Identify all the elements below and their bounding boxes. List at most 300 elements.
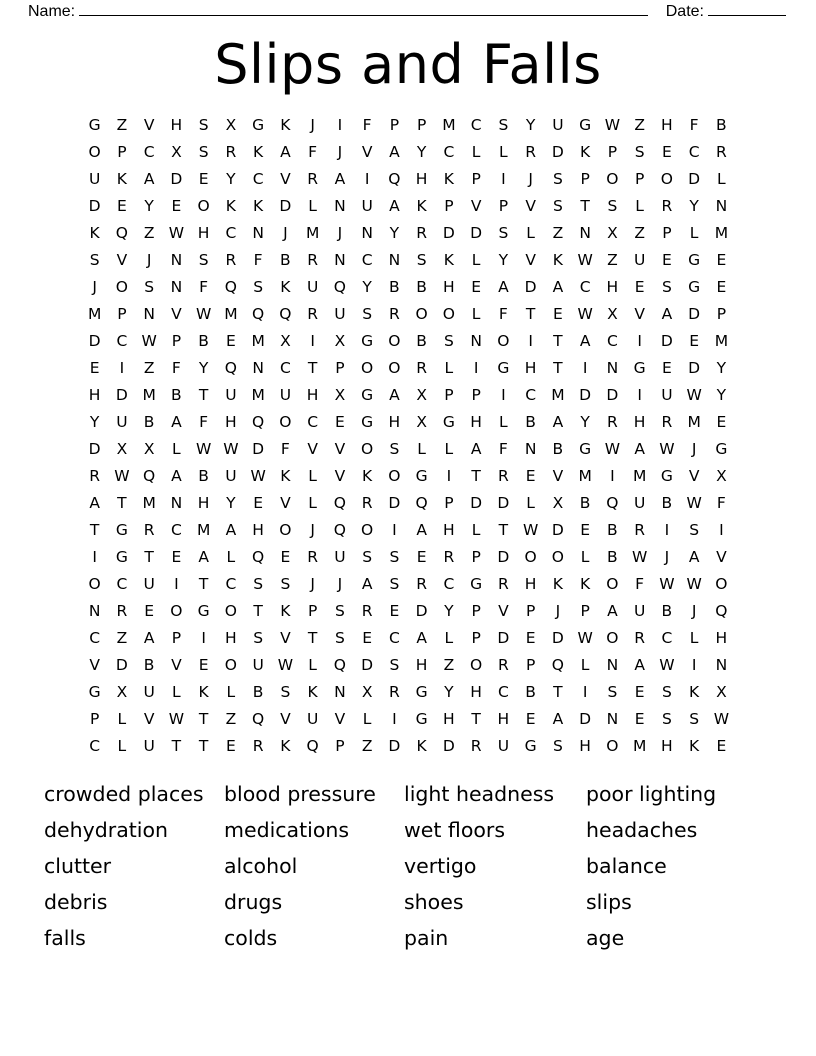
grid-cell[interactable]: W (223, 440, 239, 458)
grid-cell[interactable]: V (89, 656, 100, 674)
grid-cell[interactable]: F (199, 278, 209, 296)
grid-cell[interactable]: Y (580, 413, 590, 431)
grid-cell[interactable]: G (88, 116, 101, 134)
grid-cell[interactable]: Q (252, 548, 265, 566)
grid-cell[interactable]: R (525, 143, 537, 161)
grid-cell[interactable]: N (170, 494, 183, 512)
grid-cell[interactable]: W (195, 440, 212, 458)
grid-cell[interactable]: U (252, 656, 264, 674)
grid-cell[interactable]: Y (716, 386, 727, 404)
grid-cell[interactable]: Q (606, 494, 619, 512)
grid-cell[interactable]: W (659, 656, 675, 674)
grid-cell[interactable]: M (578, 467, 592, 485)
grid-cell[interactable]: K (689, 683, 700, 701)
grid-cell[interactable]: W (604, 440, 621, 458)
grid-cell[interactable]: X (607, 305, 618, 323)
grid-cell[interactable]: D (442, 737, 455, 755)
grid-cell[interactable]: O (170, 602, 183, 620)
grid-cell[interactable]: H (252, 521, 264, 539)
grid-cell[interactable]: F (280, 440, 290, 458)
grid-cell[interactable]: S (389, 548, 400, 566)
grid-cell[interactable]: A (607, 602, 618, 620)
grid-cell[interactable]: A (225, 521, 237, 539)
grid-cell[interactable]: S (334, 629, 345, 647)
grid-cell[interactable]: L (471, 305, 481, 323)
grid-cell[interactable]: E (253, 494, 264, 512)
grid-cell[interactable]: B (198, 467, 209, 485)
grid-cell[interactable]: G (715, 440, 728, 458)
grid-cell[interactable]: U (306, 710, 319, 728)
grid-cell[interactable]: O (115, 278, 128, 296)
grid-cell[interactable]: R (225, 143, 237, 161)
grid-cell[interactable]: S (253, 278, 264, 296)
grid-cell[interactable]: H (197, 494, 210, 512)
grid-cell[interactable]: K (280, 602, 291, 620)
grid-cell[interactable]: T (89, 521, 100, 539)
grid-cell[interactable]: R (307, 251, 319, 269)
word-list-item[interactable]: clutter (44, 854, 112, 878)
grid-cell[interactable]: A (688, 548, 700, 566)
grid-cell[interactable]: E (89, 359, 100, 377)
grid-cell[interactable]: F (253, 251, 263, 269)
grid-cell[interactable]: O (88, 143, 101, 161)
word-list-item[interactable]: medications (224, 818, 350, 842)
grid-cell[interactable]: R (225, 251, 237, 269)
grid-cell[interactable]: G (415, 683, 428, 701)
grid-cell[interactable]: D (88, 197, 101, 215)
grid-cell[interactable]: O (606, 170, 619, 188)
grid-cell[interactable]: L (499, 143, 508, 161)
grid-cell[interactable]: L (471, 143, 481, 161)
grid-cell[interactable]: V (334, 710, 346, 728)
grid-cell[interactable]: K (580, 143, 591, 161)
grid-cell[interactable]: S (634, 143, 645, 161)
grid-cell[interactable]: R (307, 170, 319, 188)
grid-cell[interactable]: P (471, 386, 481, 404)
grid-cell[interactable]: R (361, 602, 373, 620)
grid-cell[interactable]: H (415, 656, 428, 674)
grid-cell[interactable]: L (308, 656, 317, 674)
grid-cell[interactable]: J (555, 602, 561, 620)
grid-cell[interactable]: J (337, 224, 343, 242)
grid-cell[interactable]: W (168, 710, 185, 728)
grid-cell[interactable]: L (308, 197, 317, 215)
grid-cell[interactable]: P (89, 710, 100, 728)
grid-cell[interactable]: S (389, 656, 400, 674)
grid-cell[interactable]: R (307, 305, 319, 323)
grid-cell[interactable]: S (253, 575, 264, 593)
grid-cell[interactable]: U (279, 386, 292, 404)
grid-cell[interactable]: Q (279, 305, 292, 323)
word-list-item[interactable]: drugs (224, 890, 283, 914)
grid-cell[interactable]: Z (116, 116, 128, 134)
grid-cell[interactable]: C (688, 143, 700, 161)
word-list-item[interactable]: falls (44, 926, 86, 950)
grid-cell[interactable]: E (552, 305, 563, 323)
grid-cell[interactable]: S (552, 197, 563, 215)
grid-cell[interactable]: S (607, 197, 618, 215)
grid-cell[interactable]: S (498, 224, 509, 242)
grid-cell[interactable]: A (416, 521, 427, 539)
grid-cell[interactable]: E (661, 143, 672, 161)
grid-cell[interactable]: H (443, 278, 455, 296)
grid-cell[interactable]: P (471, 629, 481, 647)
word-list-item[interactable]: wet floors (404, 818, 506, 842)
grid-cell[interactable]: I (392, 710, 397, 728)
grid-cell[interactable]: P (634, 170, 645, 188)
grid-cell[interactable]: U (661, 386, 673, 404)
grid-cell[interactable]: L (689, 629, 699, 647)
grid-cell[interactable]: K (307, 683, 318, 701)
grid-cell[interactable]: B (525, 413, 536, 431)
grid-cell[interactable]: Q (551, 656, 564, 674)
grid-cell[interactable]: E (634, 710, 645, 728)
grid-cell[interactable]: T (553, 359, 563, 377)
grid-cell[interactable]: C (279, 359, 291, 377)
grid-cell[interactable]: B (525, 683, 536, 701)
grid-cell[interactable]: R (661, 413, 673, 431)
grid-cell[interactable]: O (497, 332, 510, 350)
grid-cell[interactable]: Q (415, 494, 428, 512)
grid-cell[interactable]: G (415, 710, 428, 728)
grid-cell[interactable]: P (171, 629, 182, 647)
grid-cell[interactable]: B (607, 548, 618, 566)
grid-cell[interactable]: O (197, 197, 210, 215)
grid-cell[interactable]: Q (252, 305, 265, 323)
grid-cell[interactable]: Q (115, 224, 128, 242)
grid-cell[interactable]: P (416, 116, 427, 134)
grid-cell[interactable]: R (715, 143, 727, 161)
grid-cell[interactable]: A (498, 278, 509, 296)
grid-cell[interactable]: J (691, 440, 697, 458)
grid-cell[interactable]: X (334, 386, 346, 404)
grid-cell[interactable]: O (224, 602, 237, 620)
grid-cell[interactable]: O (524, 548, 537, 566)
grid-cell[interactable]: G (88, 683, 101, 701)
grid-cell[interactable]: I (446, 467, 452, 485)
grid-cell[interactable]: U (225, 386, 237, 404)
grid-cell[interactable]: S (661, 278, 672, 296)
grid-cell[interactable]: W (631, 548, 648, 566)
grid-cell[interactable]: O (88, 575, 101, 593)
grid-cell[interactable]: Y (226, 494, 236, 512)
grid-cell[interactable]: L (444, 629, 454, 647)
grid-cell[interactable]: D (660, 332, 673, 350)
grid-cell[interactable]: V (280, 494, 291, 512)
grid-cell[interactable]: J (337, 143, 343, 161)
grid-cell[interactable]: E (171, 197, 182, 215)
grid-cell[interactable]: N (334, 683, 346, 701)
grid-cell[interactable]: N (334, 197, 346, 215)
grid-cell[interactable]: Q (224, 359, 237, 377)
grid-cell[interactable]: I (392, 521, 397, 539)
grid-cell[interactable]: L (226, 548, 236, 566)
grid-cell[interactable]: I (310, 332, 315, 350)
grid-cell[interactable]: E (471, 278, 482, 296)
grid-cell[interactable]: E (689, 332, 700, 350)
grid-cell[interactable]: D (170, 170, 183, 188)
grid-cell[interactable]: Q (143, 467, 156, 485)
grid-cell[interactable]: P (471, 170, 481, 188)
grid-cell[interactable]: W (686, 386, 702, 404)
grid-cell[interactable]: S (607, 683, 618, 701)
grid-cell[interactable]: X (116, 440, 128, 458)
grid-cell[interactable]: I (528, 332, 533, 350)
grid-cell[interactable]: B (416, 332, 427, 350)
grid-cell[interactable]: A (334, 170, 346, 188)
grid-cell[interactable]: E (225, 332, 236, 350)
grid-cell[interactable]: K (280, 278, 291, 296)
grid-cell[interactable]: T (553, 332, 563, 350)
grid-cell[interactable]: I (691, 656, 697, 674)
grid-cell[interactable]: M (142, 386, 156, 404)
grid-cell[interactable]: X (716, 683, 727, 701)
grid-cell[interactable]: O (551, 548, 564, 566)
grid-cell[interactable]: R (497, 467, 509, 485)
grid-cell[interactable]: J (146, 251, 152, 269)
grid-cell[interactable]: M (251, 332, 265, 350)
grid-cell[interactable]: Z (361, 737, 373, 755)
grid-cell[interactable]: J (528, 170, 533, 188)
grid-cell[interactable]: N (170, 278, 183, 296)
grid-cell[interactable]: V (361, 143, 373, 161)
grid-cell[interactable]: I (664, 521, 670, 539)
grid-cell[interactable]: Y (525, 116, 536, 134)
grid-cell[interactable]: C (470, 116, 482, 134)
grid-cell[interactable]: W (168, 224, 185, 242)
grid-cell[interactable]: B (171, 386, 182, 404)
grid-cell[interactable]: J (283, 224, 288, 242)
word-list-item[interactable]: alcohol (224, 854, 298, 878)
grid-cell[interactable]: D (88, 440, 101, 458)
grid-cell[interactable]: Q (333, 656, 346, 674)
grid-cell[interactable]: T (117, 494, 127, 512)
grid-cell[interactable]: I (119, 359, 125, 377)
grid-cell[interactable]: Y (416, 143, 427, 161)
date-write-in-line[interactable] (708, 2, 786, 16)
grid-cell[interactable]: D (442, 224, 455, 242)
grid-cell[interactable]: H (661, 737, 673, 755)
grid-cell[interactable]: C (89, 737, 101, 755)
grid-cell[interactable]: I (501, 386, 506, 404)
grid-cell[interactable]: J (664, 548, 670, 566)
grid-cell[interactable]: Y (689, 197, 699, 215)
grid-cell[interactable]: E (661, 359, 672, 377)
grid-cell[interactable]: E (144, 602, 155, 620)
grid-cell[interactable]: T (498, 521, 509, 539)
grid-cell[interactable]: B (252, 683, 264, 701)
grid-cell[interactable]: M (687, 413, 701, 431)
grid-cell[interactable]: D (388, 494, 401, 512)
grid-cell[interactable]: R (606, 413, 618, 431)
grid-cell[interactable]: T (253, 602, 263, 620)
word-list-item[interactable]: headaches (586, 818, 698, 842)
grid-cell[interactable]: F (498, 305, 508, 323)
grid-cell[interactable]: S (89, 251, 100, 269)
grid-cell[interactable]: T (171, 737, 182, 755)
grid-cell[interactable]: D (115, 656, 128, 674)
grid-cell[interactable]: Q (252, 710, 265, 728)
grid-cell[interactable]: C (443, 143, 455, 161)
grid-cell[interactable]: R (143, 521, 155, 539)
grid-cell[interactable]: M (251, 386, 265, 404)
grid-cell[interactable]: I (174, 575, 179, 593)
grid-cell[interactable]: R (307, 548, 319, 566)
grid-cell[interactable]: L (471, 521, 481, 539)
grid-cell[interactable]: R (252, 737, 264, 755)
grid-cell[interactable]: D (551, 629, 564, 647)
grid-cell[interactable]: K (443, 170, 454, 188)
grid-cell[interactable]: V (307, 440, 318, 458)
grid-cell[interactable]: R (361, 494, 373, 512)
grid-cell[interactable]: V (716, 548, 727, 566)
grid-cell[interactable]: A (143, 170, 155, 188)
grid-cell[interactable]: X (716, 467, 727, 485)
grid-cell[interactable]: C (225, 224, 237, 242)
grid-cell[interactable]: M (551, 386, 565, 404)
grid-cell[interactable]: E (634, 278, 645, 296)
grid-cell[interactable]: M (142, 494, 156, 512)
grid-cell[interactable]: V (634, 305, 645, 323)
grid-cell[interactable]: S (689, 521, 700, 539)
grid-cell[interactable]: W (713, 710, 730, 728)
grid-cell[interactable]: H (606, 278, 619, 296)
grid-cell[interactable]: J (310, 575, 315, 593)
grid-cell[interactable]: G (579, 116, 592, 134)
grid-cell[interactable]: C (252, 170, 264, 188)
grid-cell[interactable]: X (171, 143, 182, 161)
grid-cell[interactable]: I (719, 521, 724, 539)
grid-cell[interactable]: D (524, 278, 537, 296)
grid-cell[interactable]: S (253, 629, 264, 647)
grid-cell[interactable]: V (280, 710, 291, 728)
grid-cell[interactable]: Q (715, 602, 728, 620)
grid-cell[interactable]: B (716, 116, 727, 134)
grid-cell[interactable]: K (552, 575, 563, 593)
grid-cell[interactable]: R (634, 629, 646, 647)
grid-cell[interactable]: O (279, 413, 292, 431)
grid-cell[interactable]: Z (552, 224, 564, 242)
grid-cell[interactable]: E (416, 548, 427, 566)
grid-cell[interactable]: X (334, 332, 346, 350)
grid-cell[interactable]: L (580, 656, 590, 674)
grid-cell[interactable]: W (659, 575, 675, 593)
grid-cell[interactable]: U (633, 494, 646, 512)
grid-cell[interactable]: I (582, 683, 588, 701)
grid-cell[interactable]: U (143, 575, 155, 593)
grid-cell[interactable]: O (388, 467, 401, 485)
grid-cell[interactable]: G (115, 548, 128, 566)
grid-cell[interactable]: A (171, 467, 182, 485)
grid-cell[interactable]: R (497, 575, 509, 593)
grid-cell[interactable]: C (170, 521, 182, 539)
grid-cell[interactable]: K (580, 575, 591, 593)
grid-cell[interactable]: P (117, 143, 127, 161)
grid-cell[interactable]: I (637, 332, 642, 350)
grid-cell[interactable]: D (361, 656, 374, 674)
grid-cell[interactable]: R (416, 359, 428, 377)
grid-cell[interactable]: S (498, 116, 509, 134)
grid-cell[interactable]: A (634, 656, 645, 674)
grid-cell[interactable]: Y (498, 251, 509, 269)
grid-cell[interactable]: C (225, 575, 237, 593)
grid-cell[interactable]: G (497, 359, 510, 377)
grid-cell[interactable]: N (524, 440, 537, 458)
grid-cell[interactable]: H (524, 575, 537, 593)
grid-cell[interactable]: D (688, 170, 701, 188)
grid-cell[interactable]: N (606, 710, 619, 728)
grid-cell[interactable]: J (310, 521, 315, 539)
grid-cell[interactable]: B (661, 494, 673, 512)
grid-cell[interactable]: O (224, 656, 237, 674)
grid-cell[interactable]: V (116, 251, 128, 269)
grid-cell[interactable]: H (88, 386, 101, 404)
grid-cell[interactable]: A (143, 629, 155, 647)
grid-cell[interactable]: L (226, 683, 236, 701)
grid-cell[interactable]: Z (634, 116, 645, 134)
grid-cell[interactable]: Y (198, 359, 209, 377)
grid-cell[interactable]: A (552, 710, 564, 728)
grid-cell[interactable]: M (714, 224, 729, 242)
word-list-item[interactable]: light headness (404, 782, 555, 806)
grid-cell[interactable]: C (443, 575, 455, 593)
grid-cell[interactable]: U (497, 737, 510, 755)
grid-cell[interactable]: W (250, 467, 266, 485)
grid-cell[interactable]: U (225, 467, 237, 485)
grid-cell[interactable]: O (606, 575, 619, 593)
grid-cell[interactable]: K (552, 251, 563, 269)
grid-cell[interactable]: L (417, 440, 426, 458)
grid-cell[interactable]: A (416, 629, 427, 647)
grid-cell[interactable]: L (308, 494, 317, 512)
grid-cell[interactable]: D (470, 224, 483, 242)
grid-cell[interactable]: R (497, 656, 509, 674)
grid-cell[interactable]: L (689, 224, 699, 242)
grid-cell[interactable]: P (662, 224, 672, 242)
grid-cell[interactable]: W (686, 575, 702, 593)
grid-cell[interactable]: F (689, 116, 699, 134)
grid-cell[interactable]: U (552, 116, 564, 134)
grid-cell[interactable]: W (577, 251, 593, 269)
grid-cell[interactable]: S (362, 305, 373, 323)
grid-cell[interactable]: H (197, 224, 210, 242)
grid-cell[interactable]: Z (225, 710, 237, 728)
grid-cell[interactable]: U (116, 413, 128, 431)
grid-cell[interactable]: F (171, 359, 181, 377)
grid-cell[interactable]: E (716, 737, 727, 755)
grid-cell[interactable]: X (143, 440, 155, 458)
grid-cell[interactable]: D (551, 521, 564, 539)
grid-cell[interactable]: H (443, 710, 455, 728)
grid-cell[interactable]: N (252, 224, 264, 242)
grid-cell[interactable]: V (525, 251, 536, 269)
grid-cell[interactable]: O (361, 359, 374, 377)
grid-cell[interactable]: C (661, 629, 673, 647)
grid-cell[interactable]: Z (143, 224, 155, 242)
grid-cell[interactable]: S (198, 251, 209, 269)
grid-cell[interactable]: A (552, 413, 564, 431)
grid-cell[interactable]: G (660, 467, 673, 485)
grid-cell[interactable]: H (225, 629, 237, 647)
grid-cell[interactable]: A (579, 332, 591, 350)
grid-cell[interactable]: B (607, 521, 618, 539)
grid-cell[interactable]: R (388, 683, 400, 701)
grid-cell[interactable]: L (117, 710, 127, 728)
grid-cell[interactable]: D (579, 710, 592, 728)
grid-cell[interactable]: W (686, 494, 702, 512)
grid-cell[interactable]: D (606, 386, 619, 404)
grid-cell[interactable]: V (143, 710, 155, 728)
